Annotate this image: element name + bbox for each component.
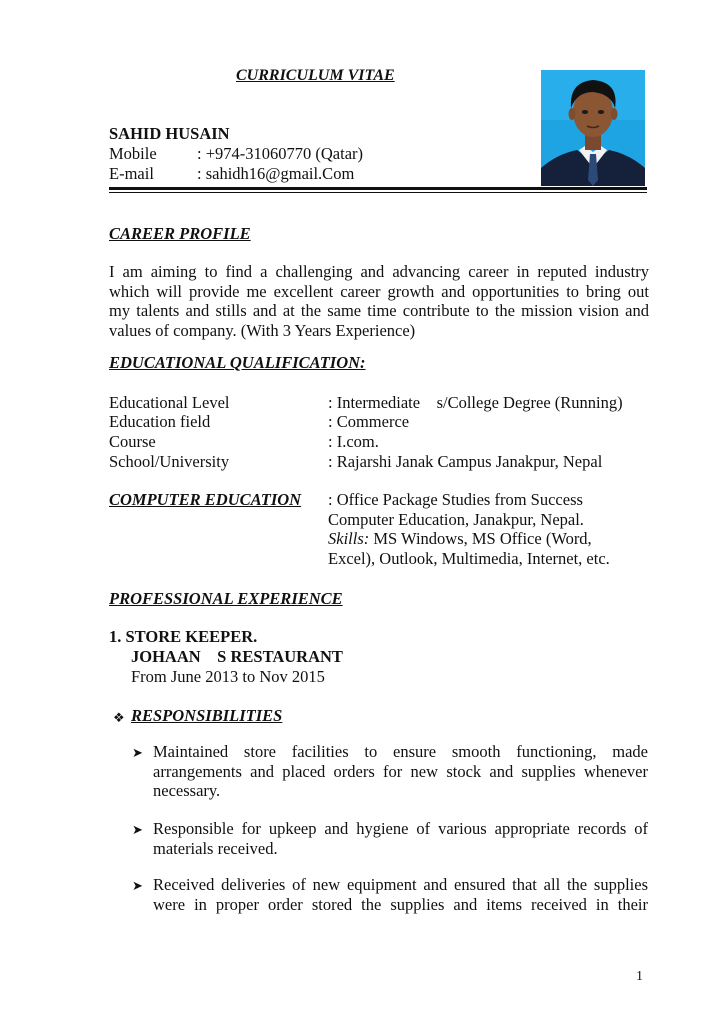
email-row bbox=[109, 164, 354, 184]
career-line: I am aiming to find a challenging and advancing career in reputed industry bbox=[109, 262, 649, 281]
header-divider-thick bbox=[109, 187, 647, 190]
education-value: : Commerce bbox=[328, 412, 410, 431]
skills-text: MS Windows, MS Office (Word, bbox=[369, 529, 592, 548]
diamond-bullet-icon: ❖ bbox=[113, 710, 125, 725]
responsibility-item bbox=[153, 819, 648, 858]
computer-education-line: : Office Package Studies from Success bbox=[328, 490, 583, 509]
job-period: From June 2013 to Nov 2015 bbox=[131, 667, 325, 686]
job-number: 1 bbox=[109, 627, 118, 646]
email-value: : sahidh16@gmail.Com bbox=[197, 164, 355, 183]
education-heading: EDUCATIONAL QUALIFICATION: bbox=[109, 353, 366, 372]
computer-education-line: Computer Education, Janakpur, Nepal. bbox=[328, 509, 584, 529]
career-line: which will provide me excellent career growth and opportunities to bring out bbox=[109, 281, 649, 301]
mobile-row bbox=[109, 144, 363, 164]
company-name: JOHAAN S RESTAURANT bbox=[131, 647, 343, 666]
skills-line bbox=[328, 529, 628, 549]
responsibility-line: were in proper order stored the supplies and items received in their bbox=[153, 894, 648, 914]
responsibility-item bbox=[153, 875, 648, 914]
career-line: my talents and stills and at the same time contribute to the mission vision and bbox=[109, 301, 649, 320]
computer-education-text bbox=[328, 490, 628, 568]
document-title: CURRICULUM VITAE bbox=[236, 67, 395, 84]
education-value: : I.com. bbox=[328, 432, 379, 451]
education-value: : Intermediate s/College Degree (Running) bbox=[328, 393, 623, 412]
responsibility-line: materials received. bbox=[153, 838, 278, 858]
experience-heading: PROFESSIONAL EXPERIENCE bbox=[109, 589, 343, 608]
mobile-value: : +974-31060770 (Qatar) bbox=[197, 144, 364, 163]
education-label: Educational Level bbox=[109, 393, 230, 412]
responsibility-item bbox=[153, 742, 648, 801]
responsibility-line: Responsible for upkeep and hygiene of various appropriate records of bbox=[153, 819, 648, 838]
career-profile-text bbox=[109, 262, 649, 340]
education-label: School/University bbox=[109, 452, 230, 471]
job-title: . STORE KEEPER. bbox=[117, 627, 258, 646]
header-divider-thin bbox=[109, 192, 647, 193]
responsibility-line: Received deliveries of new equipment and ensured that all the supplies bbox=[153, 875, 648, 894]
education-value: : Rajarshi Janak Campus Janakpur, Nepal bbox=[328, 452, 603, 471]
arrow-bullet-icon: ➤ bbox=[132, 822, 143, 837]
email-label: E-mail bbox=[109, 164, 154, 183]
skills-label: Skills: bbox=[328, 529, 370, 548]
job-title-row bbox=[109, 627, 257, 647]
responsibility-line: necessary. bbox=[153, 781, 221, 800]
page-number: 1 bbox=[636, 969, 643, 984]
arrow-bullet-icon: ➤ bbox=[132, 878, 143, 893]
responsibility-line: Maintained store facilities to ensure smooth functioning, made bbox=[153, 742, 648, 761]
portrait-image bbox=[541, 70, 645, 186]
skills-line: Excel), Outlook, Multimedia, Internet, etc. bbox=[328, 548, 610, 568]
responsibility-line: arrangements and placed orders for new stock and supplies whenever bbox=[153, 761, 648, 781]
mobile-label: Mobile bbox=[109, 144, 157, 163]
profile-photo bbox=[541, 70, 645, 186]
responsibilities-heading: RESPONSIBILITIES bbox=[131, 706, 283, 725]
education-label: Course bbox=[109, 432, 156, 451]
career-profile-heading: CAREER PROFILE bbox=[109, 224, 251, 243]
candidate-name: SAHID HUSAIN bbox=[109, 124, 230, 143]
computer-education-heading: COMPUTER EDUCATION bbox=[109, 490, 302, 509]
education-label: Education field bbox=[109, 412, 211, 431]
career-line: values of company. (With 3 Years Experience) bbox=[109, 320, 416, 340]
arrow-bullet-icon: ➤ bbox=[132, 745, 143, 760]
